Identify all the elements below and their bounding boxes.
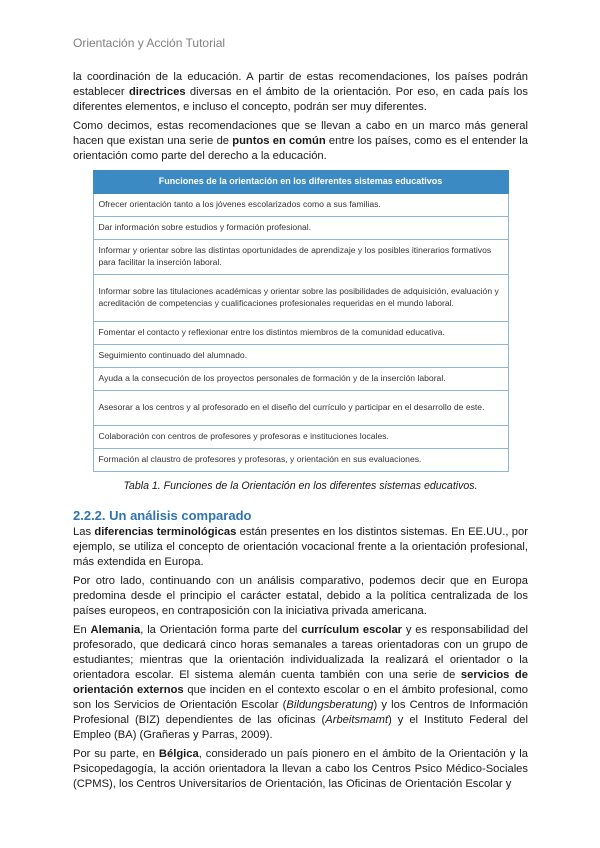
table-row [93,367,508,390]
table-row [93,390,508,425]
text: entre los países, como es el entender la orientación como parte del derecho a la educación. [73,135,528,162]
text: y es responsabilidad del profesorado, que dedicará cinco horas semanales a tareas orientadoras con un grupo de estudiantes; mientras que la orientación individualizada la realizará el orientador o la orientadora escolar. El sistema alemán cuenta también con una serie de [73,623,529,681]
bold-term: currículum escolar [301,623,403,636]
table-cell: Seguimiento continuado del alumnado. [93,344,508,367]
italic-term: Bildungsberatung [286,698,374,711]
bold-term: Bélgica [158,747,199,760]
table-cell: Formación al claustro de profesores y profesoras, y orientación en sus evaluaciones. [93,448,508,471]
paragraph-5 [73,623,528,743]
paragraph-3 [73,525,528,570]
bold-term: directrices [128,86,186,98]
italic-term: Arbeitsmamt [325,713,389,726]
table-row [93,448,508,471]
table-header: Funciones de la orientación en los diferentes sistemas educativos [93,171,508,194]
text: En [73,623,91,636]
functions-table [93,170,509,472]
table-row [93,193,508,216]
table-cell: Asesorar a los centros y al profesorado en el diseño del currículo y participar en el desarrollo de este. [93,390,508,425]
paragraph-2 [73,119,528,164]
running-header: Orientación y Acción Tutorial [73,36,226,50]
table-cell: Fomentar el contacto y reflexionar entre los distintos miembros de la comunidad educativa. [93,321,508,344]
table-row [93,321,508,344]
table-header-row [93,171,508,194]
bold-term: servicios de orientación externos [73,668,528,696]
text: , la Orientación forma parte del [140,623,302,636]
text: diversas en el ámbito de la orientación. Por eso, en cada país los diferentes elementos, e incluso el concepto, podrán ser muy diferentes. [73,86,528,113]
table-cell: Dar información sobre estudios y formación profesional. [93,216,508,239]
table-cell: Informar y orientar sobre las distintas oportunidades de aprendizaje y los posibles itinerarios formativos para facilitar la inserción laboral. [93,239,508,274]
text: la coordinación de la educación. A partir de estas recomendaciones, los países podrán establecer [73,71,528,98]
text: Por su parte, en [73,747,159,760]
table-cell: Ayuda a la consecución de los proyectos personales de formación y de la inserción laboral. [93,367,508,390]
paragraph-6 [73,747,528,792]
bold-term: puntos en común [232,135,326,147]
text: ) y los Centros de Información Profesional (BIZ) dependientes de las oficinas ( [73,698,528,726]
bold-term: Alemania [90,623,141,636]
text: Por otro lado, continuando con un análisis comparativo, podemos decir que en Europa predomina desde el principio el carácter estatal, debido a la política centralizada de los países europeos, en contraposición con la iniciativa privada americana. [73,574,528,617]
table-row [93,274,508,321]
table-cell: Informar sobre las titulaciones académicas y orientar sobre las posibilidades de adquisición, evaluación y acreditación de competencias y cualificaciones profesionales requeridas en el mundo laboral. [93,274,508,321]
table-row [93,344,508,367]
text: están presentes en los distintos sistemas. En EE.UU., por ejemplo, se utiliza el concepto de orientación vocacional frente a la orientación profesional, más extendida en Europa. [73,525,528,568]
table-caption: Tabla 1. Funciones de la Orientación en los diferentes sistemas educativos. [123,479,478,492]
text: Las [73,525,95,538]
table-cell: Ofrecer orientación tanto a los jóvenes escolarizados como a sus familias. [93,193,508,216]
text: , considerado un país pionero en el ámbito de la Orientación y la Psicopedagogía, la acción orientadora la llevan a cabo los Centros Psico Médico-Sociales (CPMS), los Centros Universitarios de Orientación, las Oficinas de Orientación Escolar y [73,747,528,790]
table-row [93,425,508,448]
page-content [73,70,528,796]
text: ) y el Instituto Federal del Empleo (BA) (Grañeras y Parras, 2009). [73,713,528,741]
text: que inciden en el contexto escolar o en el ámbito profesional, como son los Servicios de Orientación Escolar ( [73,683,528,711]
table-cell: Colaboración con centros de profesores y profesoras e instituciones locales. [93,425,508,448]
paragraph-4 [73,574,528,619]
text: Como decimos, estas recomendaciones que se llevan a cabo en un marco más general hacen que existan una serie de [73,120,528,147]
table-row [93,239,508,274]
table-row [93,216,508,239]
section-title: 2.2.2. Un análisis comparado [73,507,252,523]
paragraph-1 [73,70,528,115]
bold-term: diferencias terminológicas [94,525,237,538]
